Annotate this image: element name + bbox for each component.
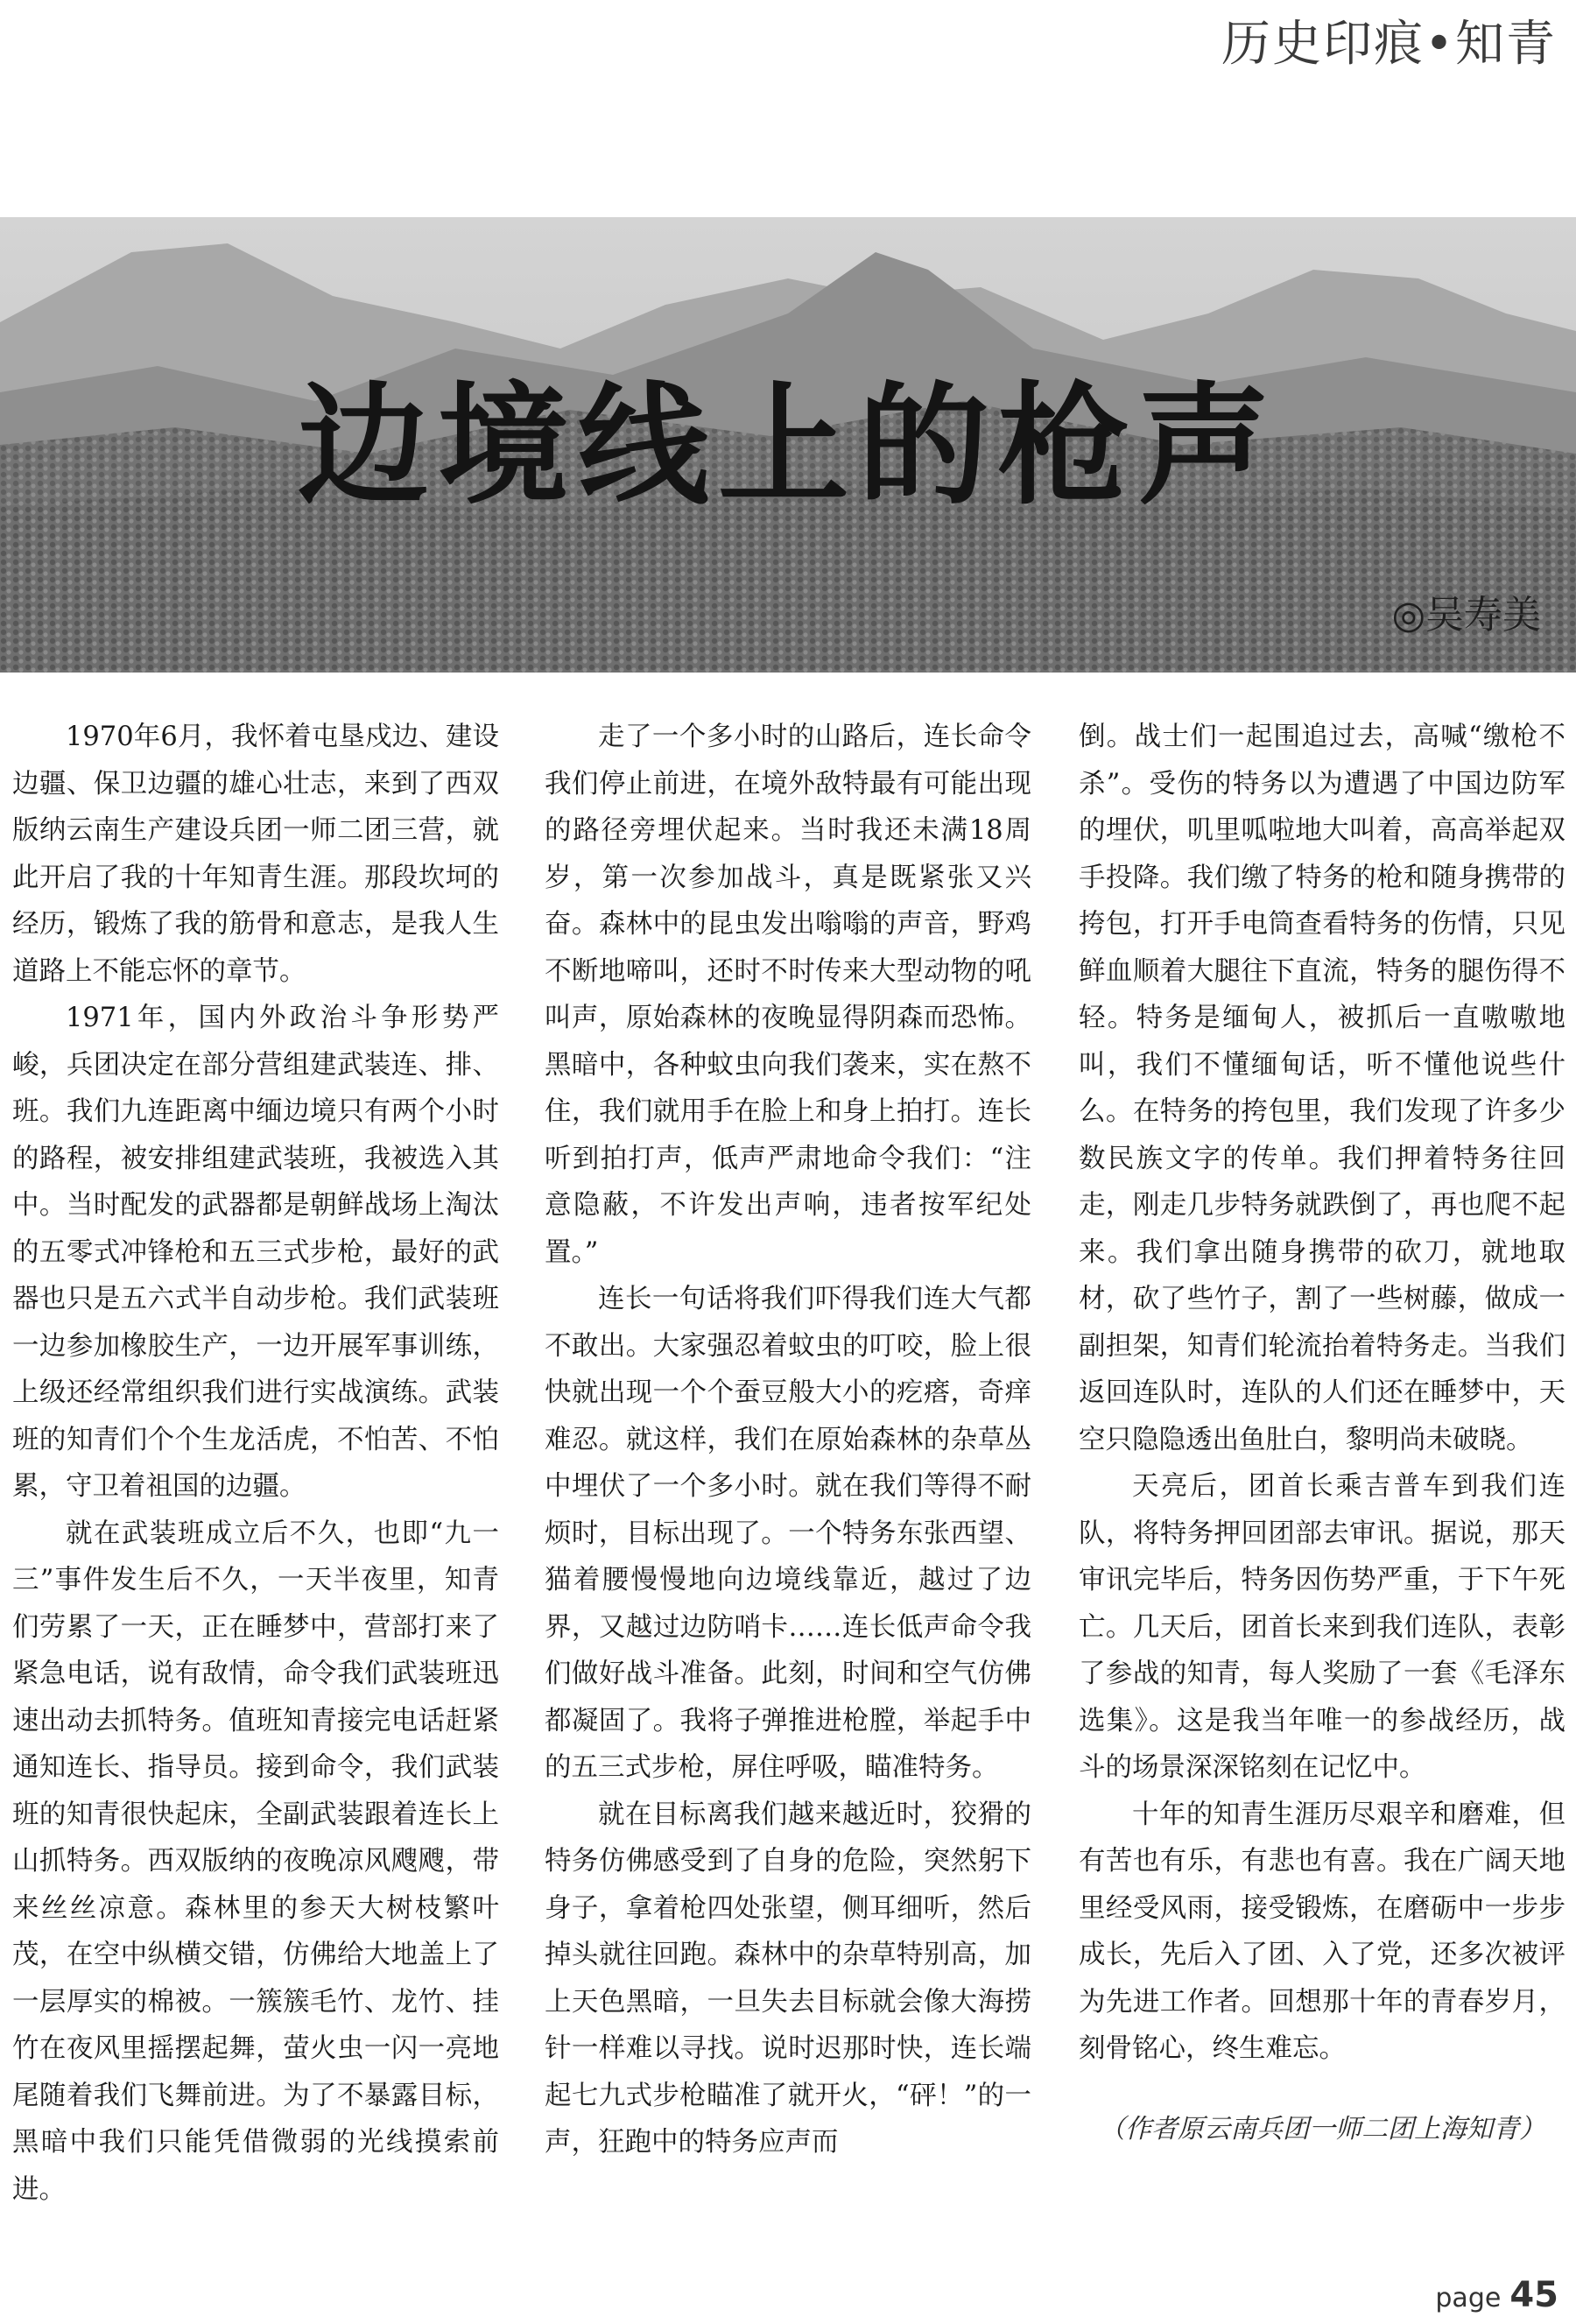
section-label: 历史印痕•知青 <box>1221 16 1557 73</box>
paragraph: 十年的知青生涯历尽艰辛和磨难，但有苦也有乐，有悲也有喜。我在广阔天地里经受风雨，接受锻炼，在磨砺中一步步成长，先后入了团、入了党，还多次被评为先进工作者。回想那十年的青春岁月，刻骨铭心，终生难忘。 <box>1079 1799 1565 2064</box>
paragraph: 就在武装班成立后不久，也即“九一三”事件发生后不久，一天半夜里，知青们劳累了一天，正在睡梦中，营部打来了紧急电话，说有敌情，命令我们武装班迅速出动去抓特务。值班知青接完电话赶紧通知连长、指导员。接到命令，我们武装班的知青很快起床，全副武装跟着连长上山抓特务。西双版纳的夜晚凉风飕飕，带来丝丝凉意。森林里的参天大树枝繁叶茂，在空中纵横交错，仿佛给大地盖上了一层厚实的棉被。一簇簇毛竹、龙竹、挂竹在夜风里摇摆起舞，萤火虫一闪一亮地尾随着我们飞舞前进。为了不暴露目标，黑暗中我们只能凭借微弱的光线摸索前进。 <box>12 1518 499 2205</box>
page-number-value: 45 <box>1509 2275 1558 2315</box>
paragraph: 就在目标离我们越来越近时，狡猾的特务仿佛感受到了自身的危险，突然躬下身子，拿着枪四处张望，侧耳细听，然后掉头就往回跑。森林中的杂草特别高，加上天色黑暗，一旦失去目标就会像大海捞针一样难以寻找。说时迟那时快，连长端起七九式步枪瞄准了就开火，“砰！”的一声，狂跑中的特务应声而 <box>545 1799 1031 2158</box>
paragraph: 倒。战士们一起围追过去，高喊“缴枪不杀”。受伤的特务以为遭遇了中国边防军的埋伏，叽里呱啦地大叫着，高高举起双手投降。我们缴了特务的枪和随身携带的挎包，打开手电筒查看特务的伤情，只见鲜血顺着大腿往下直流，特务的腿伤得不轻。特务是缅甸人，被抓后一直嗷嗷地叫，我们不懂缅甸话，听不懂他说些什么。在特务的挎包里，我们发现了许多少数民族文字的传单。我们押着特务往回走，刚走几步特务就跌倒了，再也爬不起来。我们拿出随身携带的砍刀，就地取材，砍了些竹子，割了一些树藤，做成一副担架，知青们轮流抬着特务走。当我们返回连队时，连队的人们还在睡梦中，天空只隐隐透出鱼肚白，黎明尚未破晓。 <box>1079 722 1565 1455</box>
page-number <box>1435 2275 1558 2315</box>
paragraph: 天亮后，团首长乘吉普车到我们连队，将特务押回团部去审讯。据说，那天审讯完毕后，特务因伤势严重，于下午死亡。几天后，团首长来到我们连队，表彰了参战的知青，每人奖励了一套《毛泽东选集》。这是我当年唯一的参战经历，战斗的场景深深铭刻在记忆中。 <box>1079 1471 1565 1783</box>
paragraph: 1971年，国内外政治斗争形势严峻，兵团决定在部分营组建武装连、排、班。我们九连距离中缅边境只有两个小时的路程，被安排组建武装班，我被选入其中。当时配发的武器都是朝鲜战场上淘汰的五零式冲锋枪和五三式步枪，最好的武器也只是五六式半自动步枪。我们武装班一边参加橡胶生产，一边开展军事训练，上级还经常组织我们进行实战演练。武装班的知青们个个生龙活虎，不怕苦、不怕累，守卫着祖国的边疆。 <box>12 1003 499 1502</box>
author-note: （作者原云南兵团一师二团上海知青） <box>1099 2113 1545 2144</box>
text-column-3 <box>1079 714 1565 2152</box>
page-label: page <box>1435 2283 1502 2313</box>
paragraph: 走了一个多小时的山路后，连长命令我们停止前进，在境外敌特最有可能出现的路径旁埋伏起来。当时我还未满18周岁，第一次参加战斗，真是既紧张又兴奋。森林中的昆虫发出嗡嗡的声音，野鸡不断地啼叫，还时不时传来大型动物的吼叫声，原始森林的夜晚显得阴森而恐怖。黑暗中，各种蚊虫向我们袭来，实在熬不住，我们就用手在脸上和身上拍打。连长听到拍打声，低声严肃地命令我们：“注意隐蔽，不许发出声响，违者按军纪处置。” <box>545 722 1031 1268</box>
text-column-2 <box>545 714 1031 2166</box>
text-column-1 <box>12 714 499 2213</box>
author-byline: ◎吴寿美 <box>1391 593 1541 637</box>
hero-banner <box>0 217 1576 673</box>
paragraph: 连长一句话将我们吓得我们连大气都不敢出。大家强忍着蚊虫的叮咬，脸上很快就出现一个个蚕豆般大小的疙瘩，奇痒难忍。就这样，我们在原始森林的杂草丛中埋伏了一个多小时。就在我们等得不耐烦时，目标出现了。一个特务东张西望、猫着腰慢慢地向边境线靠近，越过了边界，又越过边防哨卡……连长低声命令我们做好战斗准备。此刻，时间和空气仿佛都凝固了。我将子弹推进枪膛，举起手中的五三式步枪，屏住呼吸，瞄准特务。 <box>545 1284 1031 1783</box>
paragraph: 1970年6月，我怀着屯垦戍边、建设边疆、保卫边疆的雄心壮志，来到了西双版纳云南生产建设兵团一师二团三营，就此开启了我的十年知青生涯。那段坎坷的经历，锻炼了我的筋骨和意志，是我人生道路上不能忘怀的章节。 <box>12 722 499 987</box>
article-title: 边境线上的枪声 <box>297 369 1278 523</box>
